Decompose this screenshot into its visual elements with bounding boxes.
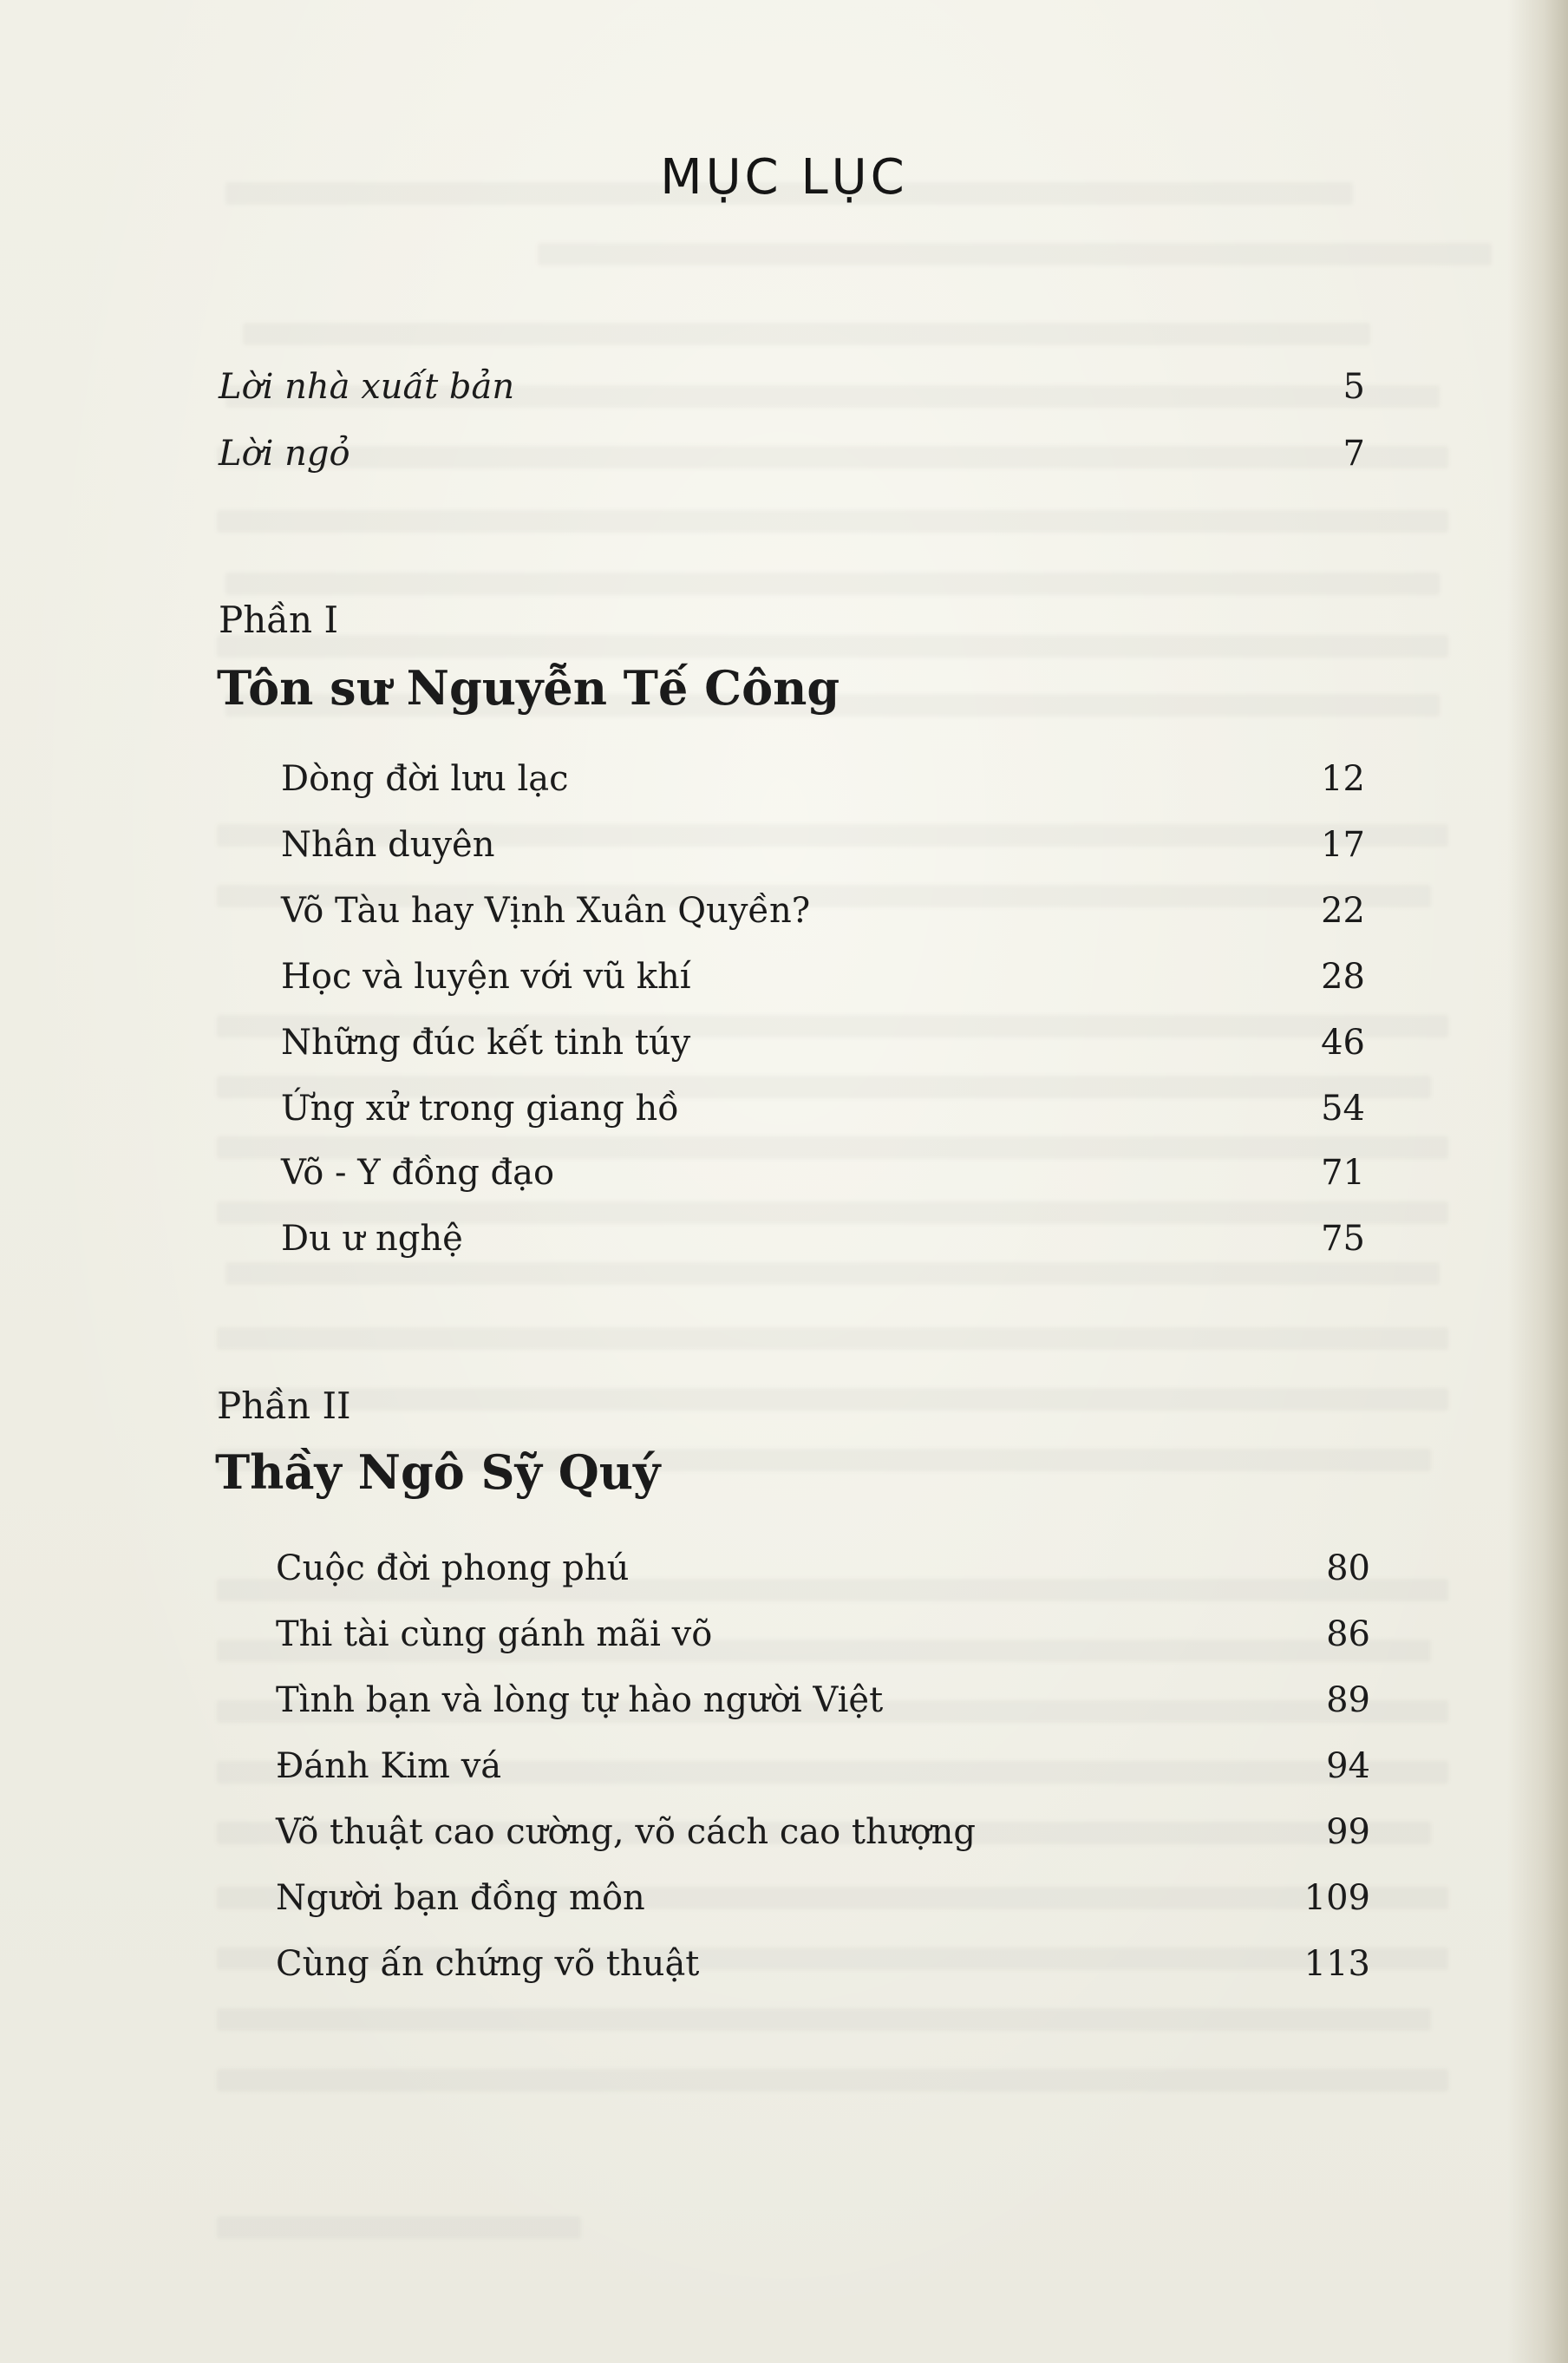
chapter-label: Ứng xử trong giang hồ xyxy=(281,1089,679,1129)
part-1-title: Tôn sư Nguyễn Tế Công xyxy=(217,660,840,716)
chapter-page: 113 xyxy=(1303,1944,1370,1984)
page-edge-shadow xyxy=(1507,0,1568,2363)
chapter-label: Võ - Y đồng đạo xyxy=(281,1153,555,1193)
chapter-label: Tình bạn và lòng tự hào người Việt xyxy=(276,1680,884,1720)
chapter-label: Nhân duyên xyxy=(281,825,495,865)
chapter-page: 86 xyxy=(1326,1614,1370,1654)
chapter-page: 75 xyxy=(1321,1219,1365,1259)
chapter-label: Võ thuật cao cường, võ cách cao thượng xyxy=(276,1812,976,1852)
chapter-label: Cuộc đời phong phú xyxy=(276,1548,630,1588)
part-2-label: Phần II xyxy=(217,1384,351,1427)
chapter-label: Thi tài cùng gánh mãi võ xyxy=(276,1614,713,1654)
chapter-label: Du ư nghệ xyxy=(281,1219,463,1259)
toc-entry-page: 7 xyxy=(1343,434,1365,474)
chapter-label: Những đúc kết tinh túy xyxy=(281,1023,691,1063)
chapter-label: Dòng đời lưu lạc xyxy=(281,759,569,799)
chapter-page: 17 xyxy=(1321,825,1365,865)
chapter-label: Võ Tàu hay Vịnh Xuân Quyền? xyxy=(281,891,811,931)
part-2-title: Thầy Ngô Sỹ Quý xyxy=(215,1444,661,1500)
chapter-page: 71 xyxy=(1321,1153,1365,1193)
toc-entry-label: Lời ngỏ xyxy=(219,434,350,474)
chapter-page: 99 xyxy=(1326,1812,1370,1852)
chapter-page: 94 xyxy=(1326,1746,1370,1786)
chapter-label: Người bạn đồng môn xyxy=(276,1878,645,1918)
toc-entry-label: Lời nhà xuất bản xyxy=(219,367,515,407)
part-1-label: Phần I xyxy=(219,599,339,641)
chapter-page: 80 xyxy=(1326,1548,1370,1588)
toc-title: MỤC LỤC xyxy=(660,149,908,206)
chapter-page: 89 xyxy=(1326,1680,1370,1720)
chapter-label: Đánh Kim vá xyxy=(276,1746,502,1786)
chapter-page: 46 xyxy=(1321,1023,1365,1063)
chapter-page: 109 xyxy=(1303,1878,1370,1918)
chapter-page: 22 xyxy=(1321,891,1365,931)
chapter-label: Cùng ấn chứng võ thuật xyxy=(276,1944,700,1984)
chapter-label: Học và luyện với vũ khí xyxy=(281,957,691,997)
toc-entry-page: 5 xyxy=(1343,367,1365,407)
chapter-page: 28 xyxy=(1321,957,1365,997)
chapter-page: 54 xyxy=(1321,1089,1365,1129)
chapter-page: 12 xyxy=(1321,759,1365,799)
